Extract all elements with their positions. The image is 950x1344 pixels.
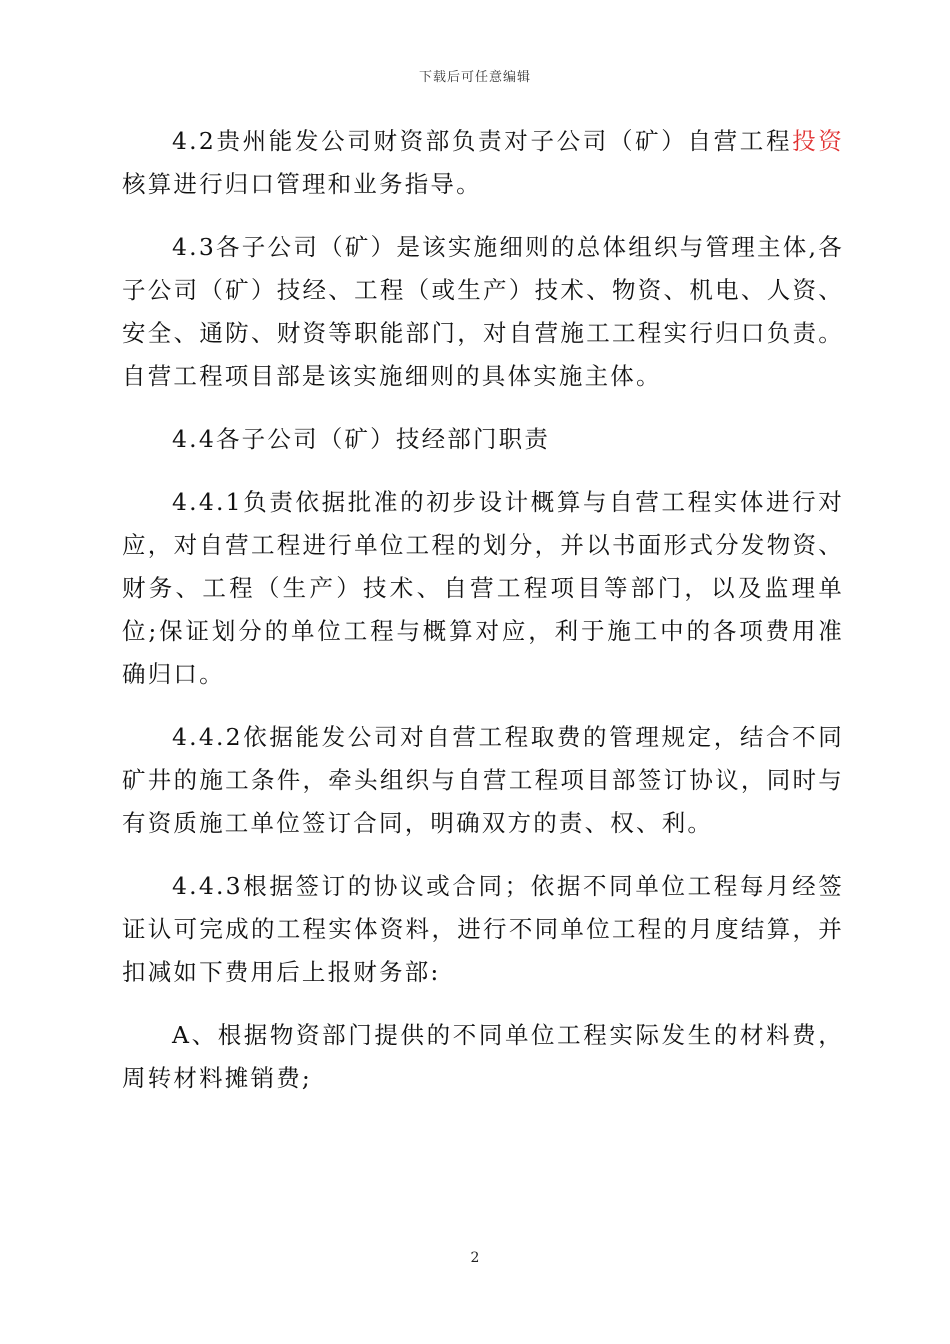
- paragraph-4-2-text-cont: 核算进行归口管理和业务指导。: [122, 170, 482, 198]
- paragraph-item-a: A、根据物资部门提供的不同单位工程实际发生的材料费，周转材料摊销费;: [122, 1021, 844, 1092]
- document-body: [122, 120, 844, 1120]
- highlighted-term: 投资: [792, 127, 844, 155]
- paragraph-4-2: [122, 120, 844, 206]
- page-number: 2: [470, 1250, 480, 1266]
- page-header-note: 下载后可任意编辑: [418, 70, 531, 85]
- paragraph-4-3: 4.3各子公司（矿）是该实施细则的总体组织与管理主体,各子公司（矿）技经、工程（或生产）技术、物资、机电、人资、安全、通防、财资等职能部门，对自营施工工程实行归口负责。自营工程项目部是该实施细则的具体实施主体。: [122, 233, 844, 390]
- paragraph-4-2-text: 4.2贵州能发公司财资部负责对子公司（矿）自营工程: [172, 127, 793, 155]
- paragraph-4-4-heading: 4.4各子公司（矿）技经部门职责: [172, 425, 551, 453]
- paragraph-4-4-3: 4.4.3根据签订的协议或合同；依据不同单位工程每月经签证认可完成的工程实体资料，进行不同单位工程的月度结算，并扣减如下费用后上报财务部:: [122, 872, 844, 986]
- paragraph-4-4-1: 4.4.1负责依据批准的初步设计概算与自营工程实体进行对应，对自营工程进行单位工程的划分，并以书面形式分发物资、财务、工程（生产）技术、自营工程项目等部门，以及监理单位;保证划分的单位工程与概算对应，利于施工中的各项费用准确归口。: [122, 488, 844, 688]
- paragraph-4-4-2: 4.4.2依据能发公司对自营工程取费的管理规定，结合不同矿井的施工条件，牵头组织与自营工程项目部签订协议，同时与有资质施工单位签订合同，明确双方的责、权、利。: [122, 723, 844, 837]
